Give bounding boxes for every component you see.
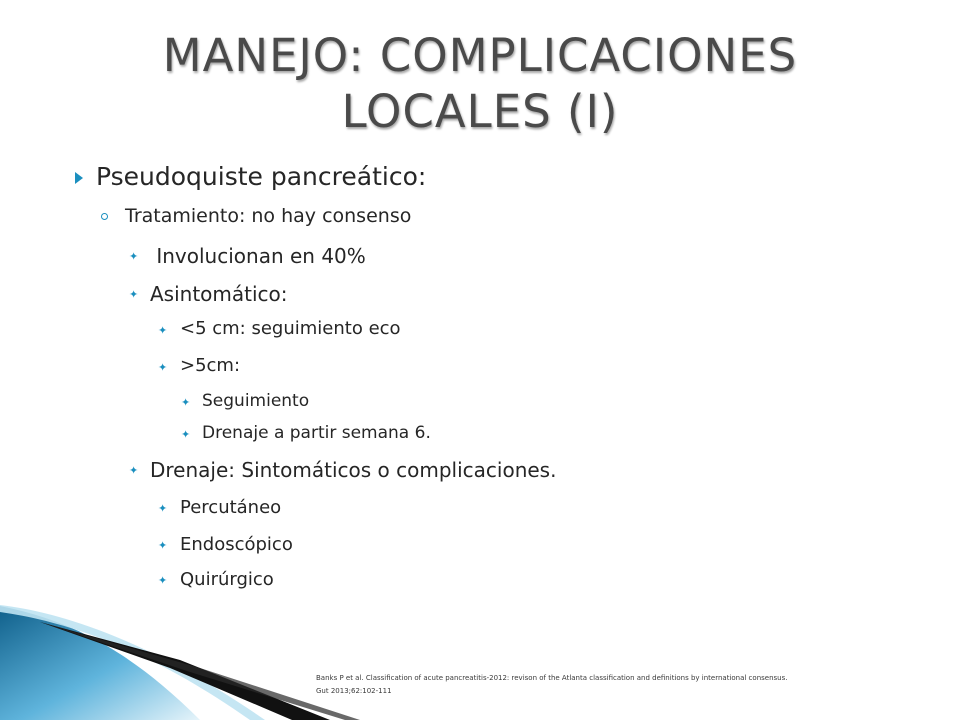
citation-line-2: Gut 2013;62:102-111 [316,687,392,695]
bullet-item-menor-5cm: <5 cm: seguimiento eco [180,318,401,339]
star-icon: ✦ [181,396,191,409]
star-icon: ✦ [129,288,139,301]
bullet-item-tratamiento: Tratamiento: no hay consenso [125,205,412,227]
star-icon: ✦ [129,464,139,477]
star-icon: ✦ [158,574,168,587]
bullet-item-percutaneo: Percutáneo [180,497,282,518]
bullet-item-pseudoquiste: Pseudoquiste pancreático: [96,162,427,191]
ring-icon [101,213,108,220]
bullet-item-drenaje-semana: Drenaje a partir semana 6. [202,423,431,443]
star-icon: ✦ [181,428,191,441]
bullet-item-asintomatico: Asintomático: [150,282,288,306]
star-icon: ✦ [158,361,168,374]
star-icon: ✦ [158,539,168,552]
title-line-1: MANEJO: COMPLICACIONES [162,29,798,82]
slide-title [60,28,900,140]
bullet-item-quirurgico: Quirúrgico [180,569,274,590]
citation-reference [316,672,926,698]
bullet-item-endoscopico: Endoscópico [180,534,293,555]
triangle-icon [75,172,83,184]
bullet-item-mayor-5cm: >5cm: [180,355,241,376]
title-line-2: LOCALES (I) [341,85,619,138]
citation-line-1: Banks P et al. Classification of acute pancreatitis-2012: revison of the Atlanta classification and definitions by international consensus. [316,674,788,682]
bullet-item-seguimiento: Seguimiento [202,391,310,411]
star-icon: ✦ [158,502,168,515]
star-icon: ✦ [129,250,139,263]
star-icon: ✦ [158,324,168,337]
bullet-item-drenaje: Drenaje: Sintomáticos o complicaciones. [150,458,557,482]
bullet-item-involucionan: Involucionan en 40% [150,244,366,268]
